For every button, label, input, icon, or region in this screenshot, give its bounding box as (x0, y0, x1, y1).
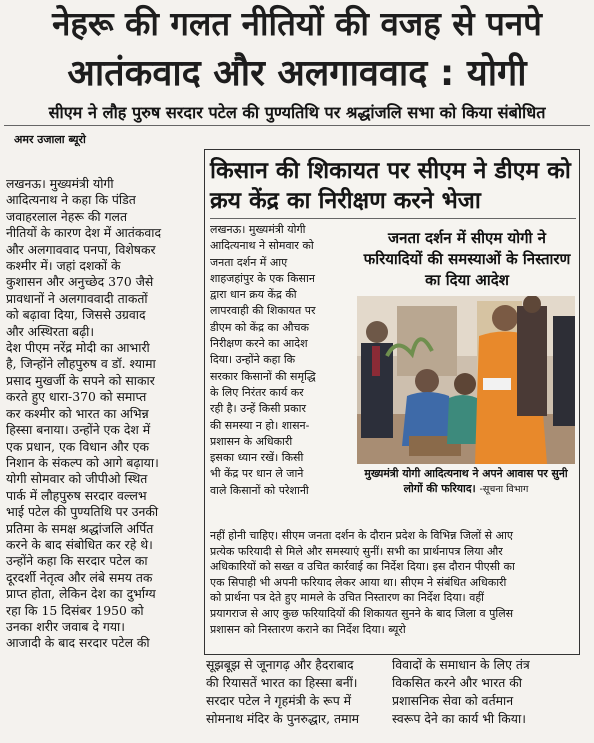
text-line: और अलगाववाद पनपा, विशेषकर (6, 241, 156, 257)
photo-caption-source: -सूचना विभाग (479, 484, 529, 495)
text-line: की समस्या न हो। शासन- (210, 418, 310, 432)
text-line: की रियासतें भारत का हिस्सा बनीं। (206, 675, 358, 690)
text-line: नीतियों के कारण देश में आतंकवाद (6, 225, 162, 241)
text-line: विकसित करने और भारत की (392, 675, 522, 690)
right-column (392, 656, 582, 728)
text-line: विवादों के समाधान के लिए तंत्र (392, 657, 530, 672)
text-line: सरदार पटेल ने गृहमंत्री के रूप में (206, 693, 352, 708)
text-line: दिया। उन्होंने कहा कि (210, 353, 296, 367)
text-line: के लिए निरंतर कार्य कर (210, 385, 304, 399)
text-line: रही है। उन्हें किसी प्रकार (210, 402, 306, 416)
text-line: लखनऊ। मुख्यमंत्री योगी (210, 223, 306, 236)
text-line: को प्रार्थना पत्र देते हुए मामले के उचित निस्तारण का निर्देश दिया। वहीं (210, 591, 485, 605)
text-line: लखनऊ। मुख्यमंत्री योगी (6, 176, 114, 191)
text-line: को बढ़ावा दिया, जिससे उग्रवाद (6, 307, 146, 323)
text-line: लापरवाही की शिकायत पर (210, 304, 316, 318)
text-line: प्रतिमा के समक्ष श्रद्धांजलि अर्पित (6, 520, 154, 536)
text-line: भी केंद्र पर धान ले जाने (210, 467, 304, 481)
text-line: प्रावधानों ने अलगाववादी ताकतों (6, 290, 148, 306)
sidebar-story-body (210, 222, 356, 499)
news-photo (357, 296, 575, 464)
text-line: आजादी के बाद सरदार पटेल की (6, 635, 150, 651)
middle-column (206, 656, 384, 728)
subheadline: सीएम ने लौह पुरुष सरदार पटेल की पुण्यतिथि पर श्रद्धांजलि सभा को किया संबोधित (48, 103, 546, 122)
text-line: नहीं होनी चाहिए। सीएम जनता दर्शन के दौरान प्रदेश के विभिन्न जिलों से आए (210, 529, 513, 542)
text-line: एक सिपाही भी अपनी फरियाद लेकर आया था। सीएम ने संबंधित अधिकारी (210, 575, 507, 589)
text-line: कर कश्मीर को भारत का अभिन्न (6, 405, 149, 421)
text-line: निरीक्षण करने का आदेश (210, 337, 308, 351)
subhead-rule (4, 125, 590, 126)
text-line: प्रशासन के अधिकारी (210, 434, 293, 448)
text-line: एक प्रधान, एक विधान और एक (6, 438, 150, 454)
text-line: देश पीएम नरेंद्र मोदी का आभारी (6, 340, 150, 356)
photo-illustration (357, 296, 575, 464)
text-line: प्रयागराज से आए कुछ फरियादियों की शिकायत सुनने के बाद जिला व पुलिस (210, 606, 514, 620)
text-line: आदित्यनाथ ने कहा कि पंडित (6, 192, 136, 208)
text-line: डीएम को केंद्र का औचक (210, 320, 309, 334)
text-line: स्वरूप देने का कार्य भी किया। (392, 711, 526, 726)
text-line: हिस्सा बनाया। उन्होंने एक देश में (6, 422, 151, 438)
text-line: रहा कि 15 दिसंबर 1950 को (6, 602, 144, 618)
text-line: जवाहरलाल नेहरू की गलत (6, 208, 128, 224)
text-line: जनता दर्शन में आए (210, 255, 288, 269)
text-line: करते हुए धारा-370 को समाप्त (6, 389, 147, 405)
text-line: सरकार किसानों की समृद्धि (210, 369, 316, 383)
text-line: करने के बाद संबोधित कर रहे थे। (6, 536, 153, 552)
text-line: प्रसाद मुखर्जी के सपने को साकार (6, 372, 155, 388)
text-line: पार्क में लौहपुरुष सरदार वल्लभ (6, 487, 147, 503)
bureau-byline: अमर उजाला ब्यूरो (14, 133, 86, 146)
text-line: दूरदर्शी नेतृत्व और लंबे समय तक (6, 569, 153, 585)
text-line: वाले किसानों को परेशानी (210, 483, 309, 497)
text-line: आदित्यनाथ ने सोमवार को (210, 239, 314, 253)
text-line: सोमनाथ मंदिर के पुनरुद्धार, तमाम (206, 711, 360, 726)
text-line: उन्होंने कहा कि सरदार पटेल का (6, 553, 148, 569)
text-line: प्राप्त होता, लेकिन देश का दुर्भाग्य (6, 586, 156, 602)
inset-headline: जनता दर्शन में सीएम योगी ने फरियादियों की समस्याओं के निस्तारण का दिया आदेश (363, 229, 571, 289)
text-line: शाहजहांपुर के एक किसान (210, 271, 315, 285)
photo-caption-text: मुख्यमंत्री योगी आदित्यनाथ ने अपने आवास पर सुनी लोगों की फरियाद। (364, 467, 568, 495)
text-line: उनका शरीर जवाब दे गया। (6, 618, 125, 634)
text-line: योगी सोमवार को जीपीओ स्थित (6, 471, 148, 487)
text-line: इसका ध्यान रखें। किसी (210, 451, 304, 465)
sidebar-story-title: किसान की शिकायत पर सीएम ने डीएम को क्रय केंद्र का निरीक्षण करने भेजा (210, 158, 571, 214)
text-line: अधिकारियों को सख्त व उचित कार्रवाई का निर्देश दिया। इस दौरान पीएसी का (210, 560, 515, 574)
text-line: प्रशासनिक सेवा को वर्तमान (392, 693, 514, 708)
box-title-rule (210, 218, 576, 219)
text-line: कश्मीर में। जहां दशकों के (6, 258, 121, 274)
text-line: कुशासन और अनुच्छेद 370 जैसे (6, 274, 154, 290)
headline-line-1: नेहरू की गलत नीतियों की वजह से पनपे (52, 4, 542, 43)
text-line: और अस्थिरता बढ़ी। (6, 323, 95, 339)
text-line: द्वारा धान क्रय केंद्र की (210, 288, 297, 302)
text-line: सूझबूझ से जूनागढ़ और हैदराबाद (206, 657, 354, 672)
text-line: प्रत्येक फरियादी से मिले और समस्याएं सुनीं। सभी का प्रार्थनापत्र लिया और (210, 544, 503, 558)
text-line: भाई पटेल की पुण्यतिथि पर उनकी (6, 504, 159, 520)
text-line: है, जिन्होंने लौहपुरुष व डॉ. श्यामा (6, 356, 156, 372)
text-line: निशान के संकल्प को आगे बढ़ाया। (6, 454, 159, 470)
headline-line-2: आतंकवाद और अलगाववाद : योगी (67, 53, 527, 94)
text-line: प्रशासन को निस्तारण कराने का निर्देश दिया। ब्यूरो (210, 622, 406, 636)
sidebar-story-continued (210, 528, 576, 637)
left-column (6, 176, 196, 652)
photo-caption (357, 466, 575, 497)
